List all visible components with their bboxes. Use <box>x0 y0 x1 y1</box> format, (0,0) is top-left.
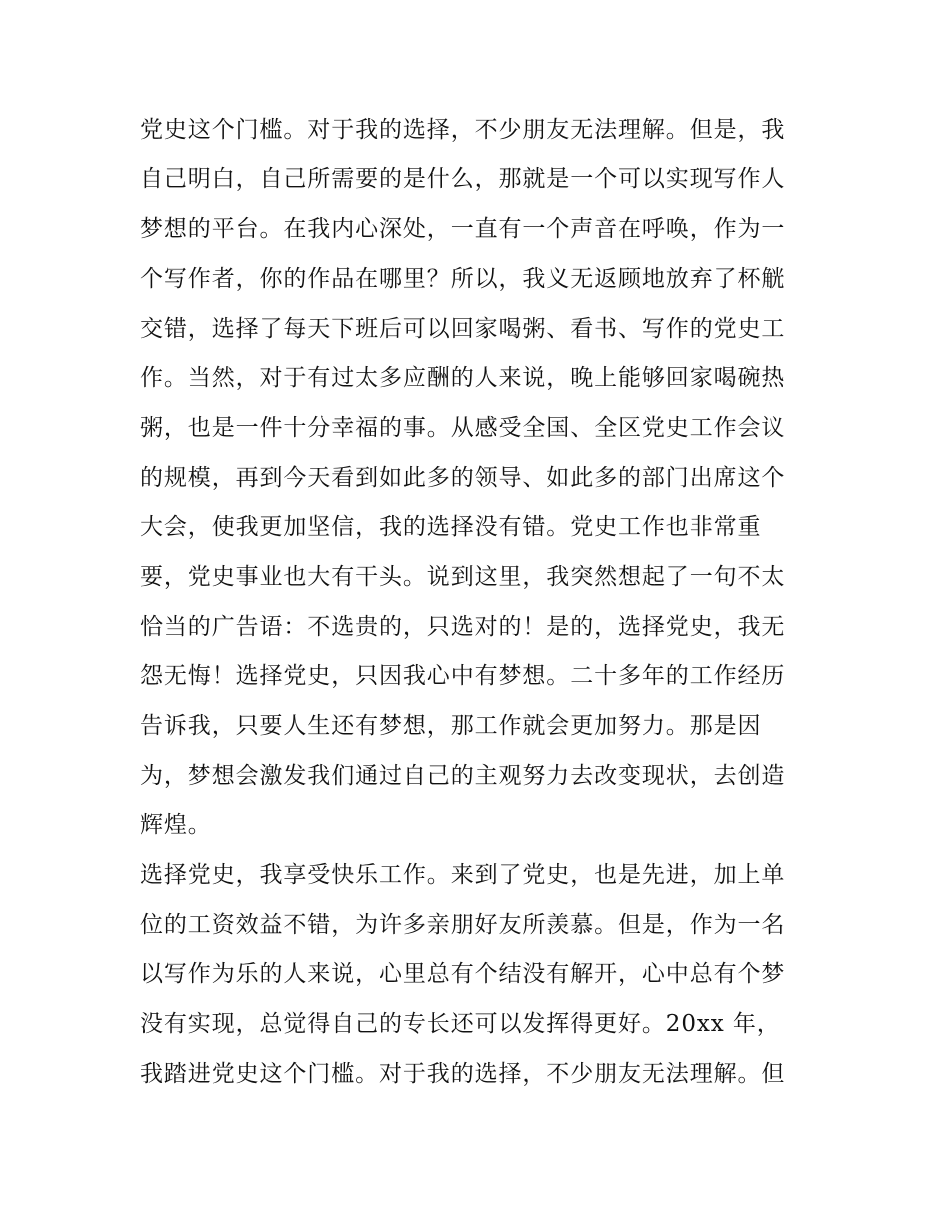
text-line: 辉煌。 <box>140 812 212 838</box>
text-line: 的规模，再到今天看到如此多的领导、如此多的部门出席这个 <box>140 465 786 491</box>
text-line: 恰当的广告语：不选贵的，只选对的！是的，选择党史，我无 <box>140 614 786 640</box>
text-line: 作。当然，对于有过太多应酬的人来说，晚上能够回家喝碗热 <box>140 365 786 391</box>
text-line: 粥，也是一件十分幸福的事。从感受全国、全区党史工作会议 <box>140 415 786 441</box>
text-line: 我踏进党史这个门槛。对于我的选择，不少朋友无法理解。但 <box>140 1061 786 1087</box>
text-line: 交错，选择了每天下班后可以回家喝粥、看书、写作的党史工 <box>140 316 786 342</box>
text-line: 没有实现，总觉得自己的专长还可以发挥得更好。20xx 年， <box>140 1011 781 1037</box>
text-line: 以写作为乐的人来说，心里总有个结没有解开，心中总有个梦 <box>140 961 786 987</box>
text-line: 位的工资效益不错，为许多亲朋好友所羡慕。但是，作为一名 <box>140 912 786 938</box>
text-line: 大会，使我更加坚信，我的选择没有错。党史工作也非常重 <box>140 514 762 540</box>
text-line: 党史这个门槛。对于我的选择，不少朋友无法理解。但是，我 <box>140 117 786 143</box>
text-line: 选择党史，我享受快乐工作。来到了党史，也是先进，加上单 <box>140 862 786 888</box>
text-line: 个写作者，你的作品在哪里？所以，我义无返顾地放弃了杯觥 <box>140 266 786 292</box>
text-line: 为，梦想会激发我们通过自己的主观努力去改变现状，去创造 <box>140 763 786 789</box>
text-line: 梦想的平台。在我内心深处，一直有一个声音在呼唤，作为一 <box>140 216 786 242</box>
text-line: 告诉我，只要人生还有梦想，那工作就会更加努力。那是因 <box>140 713 762 739</box>
text-line: 怨无悔！选择党史，只因我心中有梦想。二十多年的工作经历 <box>140 663 786 689</box>
text-line: 自己明白，自己所需要的是什么，那就是一个可以实现写作人 <box>140 166 786 192</box>
text-line: 要，党史事业也大有干头。说到这里，我突然想起了一句不太 <box>140 564 786 590</box>
